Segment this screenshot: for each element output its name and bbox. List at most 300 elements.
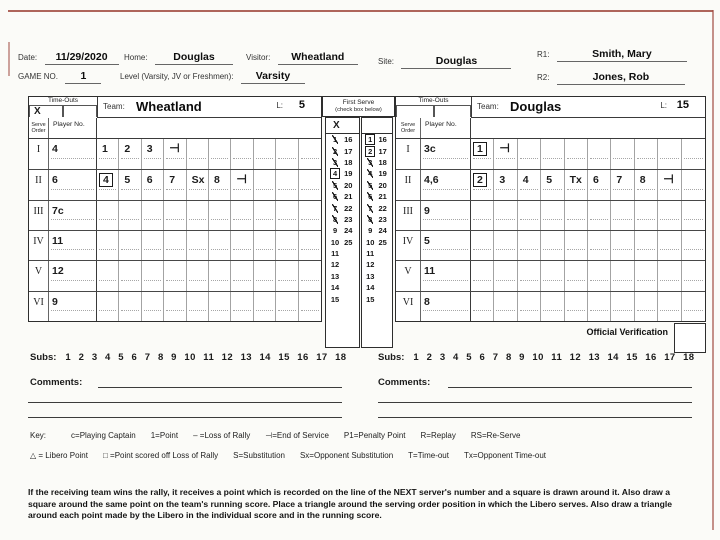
- comments-line: [448, 387, 692, 388]
- left-column-headers: [29, 118, 321, 139]
- player-number-cell: [421, 170, 471, 199]
- level-field: [120, 66, 305, 84]
- score-cell: [471, 170, 494, 199]
- running-score-row: [326, 259, 359, 270]
- slashed-point: 3: [368, 157, 373, 167]
- slashed-point: 8: [368, 214, 373, 224]
- running-score-right: [361, 117, 393, 348]
- running-score-row: [362, 259, 392, 270]
- score-cell: [494, 139, 517, 169]
- running-score-row: [362, 237, 392, 248]
- score-cell: [518, 231, 541, 260]
- key-item: c=Playing Captain: [71, 431, 136, 440]
- score-cell: [518, 139, 541, 169]
- score-cell: [565, 231, 588, 260]
- subs-numbers: 1 2 3 4 5 6 7 8 9 10 11 12 13 14 15 16 17 18: [65, 352, 347, 363]
- score-cell: [635, 292, 658, 321]
- r1-value: Smith, Mary: [557, 48, 687, 62]
- score-cell: [658, 292, 681, 321]
- score-cell: [635, 170, 658, 199]
- point-number: 13: [366, 271, 375, 281]
- score-cell: [164, 170, 186, 199]
- score-cell: [119, 170, 141, 199]
- score-cell: [588, 231, 611, 260]
- running-score-row: [362, 134, 392, 145]
- libero-number: 15: [676, 99, 689, 111]
- score-cell: [209, 139, 231, 169]
- running-score-number: 18: [344, 157, 353, 167]
- slashed-point: 8: [332, 214, 338, 224]
- comments-line: [378, 402, 692, 403]
- running-score-row: [362, 157, 392, 168]
- running-score-number: [326, 204, 344, 213]
- visitor-field: [246, 47, 358, 65]
- point-number: 14: [366, 283, 375, 293]
- running-score-row: [326, 134, 359, 145]
- score-cell: [565, 261, 588, 290]
- running-score-number: [362, 134, 379, 145]
- key-item: Sx=Opponent Substitution: [299, 451, 394, 460]
- score-row: [396, 200, 705, 230]
- score-cell: [97, 292, 119, 321]
- serve-order-cell: I: [29, 139, 49, 169]
- running-score-number: [362, 204, 379, 213]
- libero-label: L:: [276, 101, 283, 110]
- running-score-row: [362, 225, 392, 236]
- first-serve-subtitle: (check box below): [335, 107, 382, 113]
- team-label: Team:: [477, 102, 499, 111]
- running-score-number: [326, 238, 344, 247]
- score-cell: [494, 231, 517, 260]
- timeout-cell: [396, 105, 434, 117]
- score-row: [29, 200, 321, 230]
- serve-order-header: Serve Order: [396, 118, 421, 138]
- score-cell: [565, 170, 588, 199]
- score-cell: [254, 170, 276, 199]
- point-number: 10: [366, 237, 375, 247]
- running-score-row: [362, 202, 392, 213]
- r1-field: [537, 44, 687, 62]
- running-score-number: [362, 158, 379, 167]
- score-value: 4: [522, 174, 529, 187]
- score-cell: [565, 292, 588, 321]
- running-score-number: 21: [344, 192, 353, 202]
- running-score-number: [362, 238, 379, 247]
- score-cell: [97, 231, 119, 260]
- subs-numbers: 1 2 3 4 5 6 7 8 9 10 11 12 13 14 15 16 17 18: [413, 352, 695, 363]
- running-score-row: [326, 191, 359, 202]
- score-value: Sx: [191, 174, 205, 187]
- left-timeouts: [29, 97, 97, 118]
- score-value: 7: [169, 174, 176, 187]
- score-row: [396, 139, 705, 169]
- score-cell: [588, 201, 611, 230]
- running-score-row: [362, 191, 392, 202]
- point-number: 11: [366, 249, 375, 259]
- serve-order-cell: II: [396, 170, 421, 199]
- score-cell: [299, 201, 321, 230]
- score-cell: [119, 201, 141, 230]
- running-score-left: [325, 117, 360, 348]
- point-number: 10: [330, 237, 340, 247]
- visitor-label: Visitor:: [246, 53, 271, 62]
- score-cell: [635, 231, 658, 260]
- r2-field: [537, 67, 685, 85]
- score-cell: [518, 261, 541, 290]
- site-label: Site:: [378, 57, 395, 66]
- score-cell: [635, 261, 658, 290]
- score-cell: [541, 139, 564, 169]
- score-cell: [565, 201, 588, 230]
- running-score-number: [362, 249, 379, 258]
- score-cell: [658, 261, 681, 290]
- official-verification-label: Official Verification: [586, 327, 668, 337]
- score-cell: [611, 231, 634, 260]
- key-item: Tx=Opponent Time-out: [463, 451, 547, 460]
- date-value: 11/29/2020: [45, 51, 119, 65]
- running-score-number: 24: [378, 226, 387, 236]
- score-row: [29, 230, 321, 260]
- player-number: 8: [424, 295, 430, 308]
- score-cell: [187, 231, 209, 260]
- player-number-cell: [49, 139, 97, 169]
- key-item: ⊣=End of Service: [265, 431, 329, 440]
- score-cell: [588, 170, 611, 199]
- running-score-row: [362, 271, 392, 282]
- player-number-cell: [49, 170, 97, 199]
- boxed-point: 1: [365, 134, 375, 145]
- score-cell: [187, 139, 209, 169]
- running-score-number: [362, 283, 379, 292]
- running-score-number: [326, 283, 344, 292]
- score-cell: [164, 292, 186, 321]
- running-score-number: [326, 192, 344, 201]
- score-cell: [164, 201, 186, 230]
- score-cell: [635, 201, 658, 230]
- running-score-number: 17: [344, 146, 353, 156]
- running-score-number: 20: [344, 180, 353, 190]
- score-cell: [682, 201, 705, 230]
- score-row: [29, 260, 321, 290]
- score-cell: [518, 170, 541, 199]
- score-cell: [682, 292, 705, 321]
- end-of-service-mark: ⊣: [169, 141, 180, 155]
- player-number: 7c: [52, 204, 64, 217]
- visitor-value: Wheatland: [278, 51, 358, 65]
- running-score-number: 25: [378, 237, 387, 247]
- score-value: 1: [102, 143, 108, 155]
- left-team-header: [97, 97, 321, 118]
- r1-label: R1:: [537, 50, 550, 59]
- player-number: 12: [52, 265, 64, 278]
- slashed-point: 4: [368, 169, 373, 179]
- score-cell: [494, 292, 517, 321]
- score-cell: [142, 261, 164, 290]
- score-cell: [299, 170, 321, 199]
- running-score-row: [326, 202, 359, 213]
- player-number: 11: [424, 265, 436, 278]
- running-score-number: [326, 226, 344, 235]
- running-score-number: [326, 295, 344, 304]
- score-cell: [471, 231, 494, 260]
- score-cell: [142, 201, 164, 230]
- key-item: T=Time-out: [408, 451, 449, 460]
- player-number-cell: [49, 201, 97, 230]
- score-cell: [588, 261, 611, 290]
- comments-line: [378, 417, 692, 418]
- right-column-headers: [396, 118, 705, 139]
- score-cell: [142, 292, 164, 321]
- score-cell: [276, 201, 298, 230]
- r2-value: Jones, Rob: [557, 71, 685, 85]
- boxed-point: 2: [365, 146, 375, 157]
- score-cell: [635, 139, 658, 169]
- running-score-row: [326, 282, 359, 293]
- score-value: 4: [99, 173, 113, 187]
- score-row: [396, 230, 705, 260]
- player-number: 6: [52, 174, 58, 187]
- subs-label: Subs:: [378, 352, 405, 363]
- date-label: Date:: [18, 53, 38, 62]
- score-row: [29, 169, 321, 199]
- score-cell: [541, 170, 564, 199]
- score-cell: [254, 261, 276, 290]
- running-score-number: [362, 226, 379, 235]
- subs-label: Subs:: [30, 352, 57, 363]
- score-cell: [682, 139, 705, 169]
- home-label: Home:: [124, 53, 148, 62]
- running-score-number: [326, 158, 344, 167]
- level-value: Varsity: [241, 70, 305, 84]
- serve-order-header: Serve Order: [29, 118, 49, 138]
- running-score-number: [326, 135, 344, 144]
- player-number-cell: [421, 261, 471, 290]
- left-subs-row: [30, 352, 347, 363]
- serve-order-cell: VI: [396, 292, 421, 321]
- running-score-row: [326, 180, 359, 191]
- point-number: 14: [330, 283, 340, 293]
- key-label: Key:: [30, 431, 47, 440]
- game-no-value: 1: [65, 70, 101, 84]
- running-score-row: [362, 145, 392, 156]
- running-score-row: [362, 282, 392, 293]
- point-number: 12: [330, 260, 340, 270]
- score-cell: [254, 292, 276, 321]
- official-verification-box: [674, 323, 706, 353]
- r2-label: R2:: [537, 73, 550, 82]
- serve-order-cell: V: [396, 261, 421, 290]
- score-value: 5: [124, 174, 131, 187]
- running-score-row: [326, 293, 359, 304]
- score-cell: [494, 170, 517, 199]
- key-item: – =Loss of Rally: [193, 431, 251, 440]
- right-comments-label: Comments:: [378, 377, 431, 388]
- running-score-number: 16: [344, 135, 353, 145]
- timeouts-label: Time-Outs: [47, 97, 79, 104]
- score-cell: [164, 231, 186, 260]
- running-score-number: [362, 181, 379, 190]
- score-value: Tx: [569, 174, 582, 187]
- score-cell: [142, 139, 164, 169]
- team-name: Douglas: [510, 99, 562, 114]
- key-item: 1=Point: [150, 431, 179, 440]
- timeouts-label: Time-Outs: [418, 97, 449, 104]
- site-value: Douglas: [401, 55, 511, 69]
- running-score-row: [326, 168, 359, 179]
- running-score-number: [362, 169, 379, 178]
- point-number: 15: [366, 294, 375, 304]
- score-cell: [541, 201, 564, 230]
- point-number: 9: [332, 226, 338, 236]
- running-score-number: 20: [378, 180, 387, 190]
- point-number: 12: [366, 260, 375, 270]
- right-team-header: [471, 97, 705, 118]
- running-score-number: [326, 168, 344, 179]
- score-value: 3: [499, 174, 506, 187]
- score-cell: [588, 292, 611, 321]
- running-score-number: [326, 147, 344, 156]
- player-number-cell: [421, 231, 471, 260]
- running-score-row: [326, 237, 359, 248]
- score-cell: [254, 231, 276, 260]
- score-cell: [518, 292, 541, 321]
- first-serve-header: [322, 96, 395, 117]
- score-cell: [187, 261, 209, 290]
- running-score-number: 24: [344, 226, 353, 236]
- score-cell: [119, 139, 141, 169]
- player-number: 3c: [424, 143, 436, 155]
- slashed-point: 1: [332, 135, 338, 145]
- key-line-2: [30, 451, 546, 460]
- running-score-row: [362, 168, 392, 179]
- score-cell: [142, 231, 164, 260]
- scan-edge-line: [8, 42, 10, 76]
- score-cell: [231, 231, 253, 260]
- slashed-point: 3: [332, 157, 338, 167]
- right-team-table: [395, 96, 706, 322]
- key-item: □ =Point scored off Loss of Rally: [102, 451, 219, 460]
- score-cell: [299, 292, 321, 321]
- slashed-point: 6: [368, 192, 373, 202]
- score-row: [396, 260, 705, 290]
- running-score-number: [362, 260, 379, 269]
- player-number: 9: [52, 295, 58, 308]
- serve-order-cell: IV: [29, 231, 49, 260]
- right-subs-row: [378, 352, 695, 363]
- score-row: [29, 291, 321, 321]
- running-score-row: [326, 225, 359, 236]
- running-score-number: 18: [378, 157, 387, 167]
- serve-order-cell: III: [396, 201, 421, 230]
- slashed-point: 7: [368, 203, 373, 213]
- running-score-row: [326, 248, 359, 259]
- player-number-cell: [49, 231, 97, 260]
- running-score-number: [326, 181, 344, 190]
- player-number-cell: [49, 292, 97, 321]
- score-value: 1: [473, 142, 487, 156]
- end-of-service-mark: ⊣: [663, 172, 674, 187]
- score-cell: [119, 292, 141, 321]
- first-serve-title: First Serve: [342, 99, 375, 106]
- score-cell: [209, 292, 231, 321]
- scan-edge-line: [712, 10, 714, 530]
- score-value: 2: [473, 173, 487, 187]
- score-value: 5: [546, 174, 553, 187]
- serve-order-cell: I: [396, 139, 421, 169]
- score-cell: [541, 292, 564, 321]
- slashed-point: 5: [332, 180, 338, 190]
- score-cell: [611, 292, 634, 321]
- key-item: S=Substitution: [233, 451, 285, 460]
- site-field: [378, 51, 511, 69]
- slashed-point: 2: [332, 146, 338, 156]
- date-field: [18, 47, 119, 65]
- score-value: 8: [213, 174, 220, 187]
- boxed-point: 4: [330, 168, 340, 179]
- score-cell: [254, 139, 276, 169]
- level-label: Level (Varsity, JV or Freshmen):: [120, 72, 234, 81]
- score-value: 7: [616, 174, 623, 187]
- running-score-row: [362, 180, 392, 191]
- score-cell: [658, 170, 681, 199]
- team-label: Team:: [103, 102, 125, 111]
- score-cell: [209, 201, 231, 230]
- score-cell: [97, 139, 119, 169]
- score-value: 6: [592, 174, 599, 187]
- point-number: 15: [330, 294, 340, 304]
- score-cell: [541, 231, 564, 260]
- running-score-number: 21: [378, 192, 387, 202]
- score-cell: [611, 170, 634, 199]
- score-cell: [142, 170, 164, 199]
- score-cell: [254, 201, 276, 230]
- serve-order-cell: II: [29, 170, 49, 199]
- score-value: 6: [146, 174, 153, 187]
- timeout-cell: [63, 105, 97, 117]
- running-score-number: 16: [378, 135, 387, 145]
- running-score-number: [326, 272, 344, 281]
- running-score-number: [326, 260, 344, 269]
- comments-line: [98, 387, 342, 388]
- score-cell: [611, 201, 634, 230]
- player-number-cell: [421, 201, 471, 230]
- score-cell: [209, 231, 231, 260]
- score-cell: [682, 170, 705, 199]
- score-value: 8: [639, 174, 646, 187]
- key-item: P1=Penalty Point: [343, 431, 406, 440]
- left-comments-label: Comments:: [30, 377, 83, 388]
- comments-line: [28, 402, 342, 403]
- running-score-number: 22: [344, 203, 353, 213]
- first-serve-checkbox-left: X: [326, 118, 359, 134]
- score-cell: [658, 139, 681, 169]
- key-item: △ = Libero Point: [30, 451, 88, 460]
- left-score-rows: [29, 139, 321, 321]
- scoring-instructions: If the receiving team wins the rally, it receives a point which is recorded on the line of the NEXT server's number and a square is drawn around it. Also draw a square around the same point on the team's running score. Place a triangle around the serving order position in which the Libero serves. Also draw a triangle around each point made by the Libero in the individual score and in the running score.: [28, 487, 673, 520]
- running-score-number: 17: [378, 146, 387, 156]
- player-number: 9: [424, 204, 430, 217]
- libero-label: L:: [660, 101, 667, 110]
- serve-order-cell: III: [29, 201, 49, 230]
- score-cell: [518, 201, 541, 230]
- score-cell: [276, 292, 298, 321]
- player-number-cell: [421, 292, 471, 321]
- score-cell: [541, 261, 564, 290]
- score-cell: [588, 139, 611, 169]
- team-name: Wheatland: [136, 99, 202, 114]
- slashed-point: 6: [332, 192, 338, 202]
- score-cell: [231, 201, 253, 230]
